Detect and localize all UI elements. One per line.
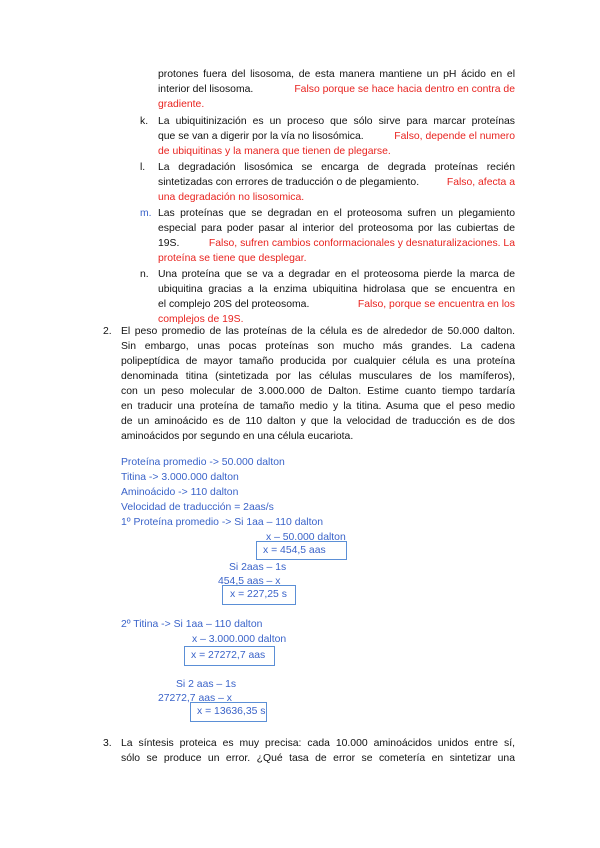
- question-2-line-3: polipeptídica de mayor tamaño producida por cualquier célula es una proteína: [121, 356, 515, 367]
- item-j-line-2: [158, 83, 515, 97]
- question-2-line-6: en traducir una proteína de tamaño medio y la titina. Asuma que el peso medio: [121, 401, 515, 412]
- item-l-answer-end: una degradación no lisosomica.: [158, 192, 305, 203]
- item-j-statement-end: interior del lisosoma.: [158, 84, 254, 95]
- item-n-line-3: [158, 298, 515, 312]
- item-m-statement-end: 19S.: [158, 238, 180, 249]
- item-n-marker: n.: [140, 269, 149, 280]
- part-2-time: x = 13636,35 s: [197, 706, 266, 717]
- item-l-answer: Falso, afecta a: [446, 177, 515, 188]
- part-2-rate: Si 2 aas – 1s: [176, 679, 237, 690]
- item-k-answer: Falso, depende el numero: [394, 131, 515, 142]
- part-1-title: 1º Proteína promedio -> Si 1aa – 110 dalton: [121, 517, 324, 528]
- item-j-line-1: protones fuera del lisosoma, de esta manera mantiene un pH ácido en el: [158, 69, 515, 80]
- question-2-marker: 2.: [103, 326, 112, 337]
- part-1-time: x = 227,25 s: [230, 589, 287, 600]
- part-2-result: x = 27272,7 aas: [191, 650, 266, 661]
- item-k-answer-end: de ubiquitinas y la manera que tienen de plegarse.: [158, 146, 391, 157]
- question-2-line-8: aminoácidos por segundo en una célula eucariota.: [121, 431, 354, 442]
- data-translation-speed: Velocidad de traducción = 2aas/s: [121, 502, 274, 513]
- question-2-line-5: con un peso molecular de 3.000.000 de Dalton. Estime cuanto tiempo tardaría: [121, 386, 515, 397]
- item-n-line-2: ubiquitina gracias a la enzima ubiquitina hidrolasa que se encuentra en: [158, 284, 515, 295]
- question-3-line-2: sólo se produce un error. ¿Qué tasa de error se cometería en sintetizar una: [121, 753, 515, 764]
- question-2-line-2: Sin embargo, unas pocas proteínas son mucho más grandes. La cadena: [121, 341, 515, 352]
- part-1-rate-prop: 454,5 aas – x: [218, 576, 281, 587]
- item-n-answer: Falso, porque se encuentra en los: [357, 299, 515, 310]
- question-3-line-1: La síntesis proteica es muy precisa: cada 10.000 aminoácidos unidos entre sí,: [121, 738, 515, 749]
- item-m-marker: m.: [140, 208, 152, 219]
- item-k-statement-end: que se van a digerir por la vía no lisosómica.: [158, 131, 364, 142]
- item-k-line-2: [158, 130, 515, 144]
- item-j-answer-end: gradiente.: [158, 99, 205, 110]
- question-3-marker: 3.: [103, 738, 112, 749]
- item-m-answer: Falso, sufren cambios conformacionales y desnaturalizaciones. La: [208, 238, 515, 249]
- item-m-line-3: [158, 237, 515, 251]
- item-n-answer-end: complejos de 19S.: [158, 314, 244, 325]
- part-1-proportion: x – 50.000 dalton: [266, 532, 346, 543]
- item-l-line-1: La degradación lisosómica se encarga de degrada proteínas recién: [158, 162, 515, 173]
- item-k-marker: k.: [140, 116, 149, 127]
- data-amino-acid: Aminoácido -> 110 dalton: [121, 487, 239, 498]
- item-l-marker: l.: [140, 162, 146, 173]
- part-2-rate-prop: 27272,7 aas – x: [158, 693, 232, 704]
- item-l-line-2: [158, 176, 515, 190]
- item-j-answer: Falso porque se hace hacia dentro en contra de: [294, 84, 515, 95]
- question-2-line-4: denominada titina (sintetizada por las células musculares de los mamíferos),: [121, 371, 515, 382]
- part-1-result: x = 454,5 aas: [263, 545, 326, 556]
- data-average-protein: Proteína promedio -> 50.000 dalton: [121, 457, 285, 468]
- item-k-line-1: La ubiquitinización es un proceso que sólo sirve para marcar proteínas: [158, 116, 515, 127]
- item-m-line-1: Las proteínas que se degradan en el proteosoma sufren un plegamiento: [158, 208, 515, 219]
- item-n-statement-end: el complejo 20S del proteosoma.: [158, 299, 310, 310]
- part-2-title: 2º Titina -> Si 1aa – 110 dalton: [121, 619, 263, 630]
- item-n-line-1: Una proteína que se va a degradar en el proteosoma pierde la marca de: [158, 269, 515, 280]
- part-2-proportion: x – 3.000.000 dalton: [192, 634, 287, 645]
- data-titin: Titina -> 3.000.000 dalton: [121, 472, 239, 483]
- question-2-line-7: de un aminoácido es de 110 dalton y que la velocidad de traducción es de dos: [121, 416, 515, 427]
- item-l-statement-end: sintetizadas con errores de traducción o de plegamiento.: [158, 177, 420, 188]
- item-m-line-2: especial para poder pasar al interior del proteosoma por las cubiertas de: [158, 223, 515, 234]
- item-m-answer-end: proteína se tiene que desplegar.: [158, 253, 307, 264]
- question-2-line-1: El peso promedio de las proteínas de la célula es de alrededor de 50.000 dalton.: [121, 326, 515, 337]
- part-1-rate: Si 2aas – 1s: [229, 562, 287, 573]
